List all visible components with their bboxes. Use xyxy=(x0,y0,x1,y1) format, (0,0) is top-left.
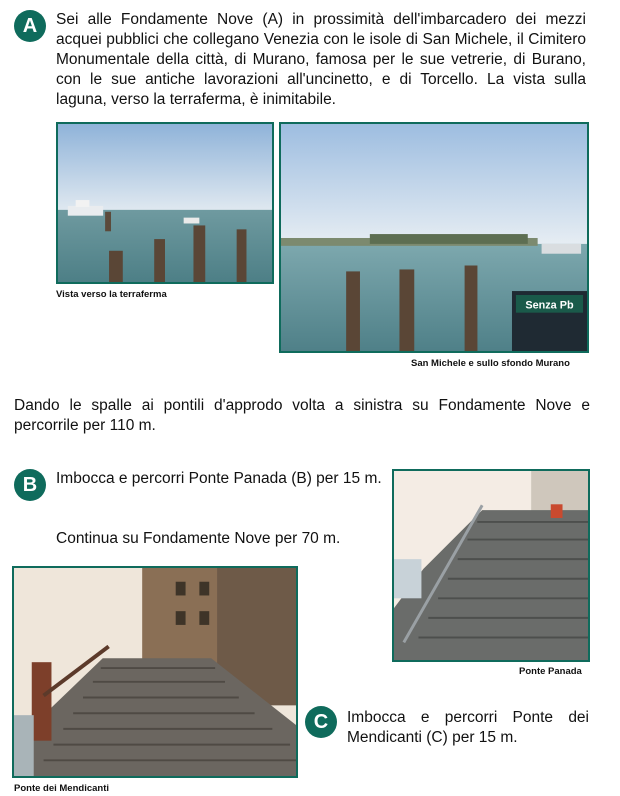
badge-a: A xyxy=(14,10,46,42)
badge-c: C xyxy=(305,706,337,738)
photo-san-michele xyxy=(279,122,589,353)
paragraph-c: Imbocca e percorri Ponte dei Mendicanti (C) per 15 m. xyxy=(347,709,589,746)
sign-senza-pb: Senza Pb xyxy=(525,299,574,312)
direction-paragraph: Dando le spalle ai pontili d'approdo volta a sinistra su Fondamente Nove e percorrile per 110 m. xyxy=(14,397,590,434)
paragraph-b2: Continua su Fondamente Nove per 70 m. xyxy=(56,530,341,547)
caption-vista-terraferma: Vista verso la terraferma xyxy=(56,289,167,300)
paragraph-a: Sei alle Fondamente Nove (A) in prossimità dell'imbarcadero dei mezzi acquei pubblici che collegano Venezia con le isole di San Michele, il Cimitero Monumentale della città, di Murano, famosa per le sue vetrerie, di Burano, con le sue antiche lavorazioni all'uncinetto, e di Torcello. La vista sulla laguna, verso la terraferma, è inimitabile. xyxy=(56,11,586,108)
badge-b: B xyxy=(14,469,46,501)
photo-ponte-mendicanti xyxy=(12,566,298,778)
caption-ponte-panada: Ponte Panada xyxy=(519,666,582,677)
paragraph-b1: Imbocca e percorri Ponte Panada (B) per 15 m. xyxy=(56,470,382,487)
photo-ponte-panada xyxy=(392,469,590,662)
caption-ponte-mendicanti: Ponte dei Mendicanti xyxy=(14,783,110,794)
caption-san-michele: San Michele e sullo sfondo Murano xyxy=(411,358,570,369)
photo-vista-terraferma xyxy=(56,122,274,284)
